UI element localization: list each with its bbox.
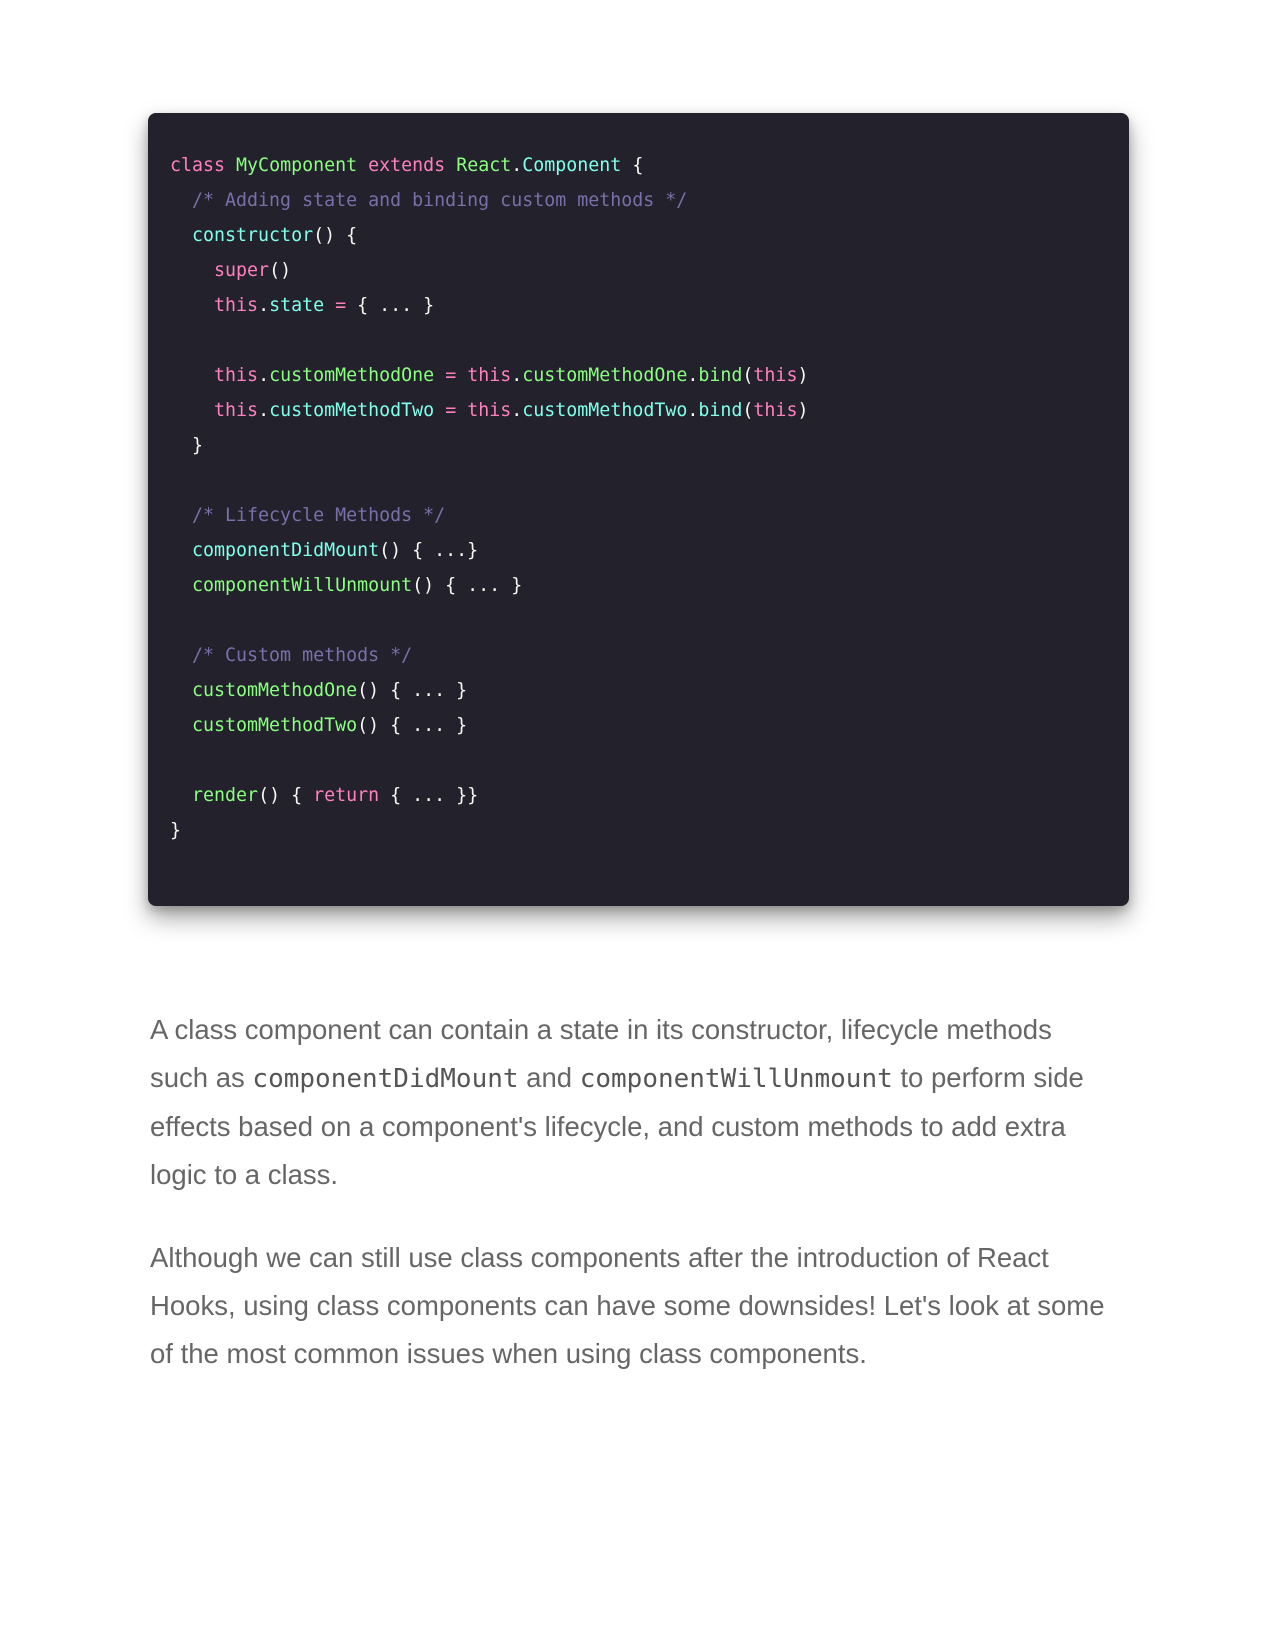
code-token-punct: () { ...} [379, 540, 479, 561]
code-token-punct: () { ... } [357, 715, 468, 736]
code-line [170, 253, 1129, 288]
code-line [170, 358, 1129, 393]
code-token-fn: customMethodOne [522, 365, 688, 386]
code-token-keyword: this [214, 400, 259, 421]
code-token-plain [324, 295, 335, 316]
inline-code-componentdidmount: componentDidMount [252, 1064, 519, 1094]
code-token-punct: . [511, 155, 523, 176]
code-token-comment: /* Custom methods */ [170, 645, 413, 666]
inline-code-componentwillunmount: componentWillUnmount [579, 1064, 893, 1094]
code-token-punct: . [258, 365, 270, 386]
code-token-punct: () { ... } [412, 575, 523, 596]
code-line [170, 603, 1129, 638]
code-token-comment: /* Lifecycle Methods */ [170, 505, 446, 526]
code-token-punct: { ... }} [379, 785, 479, 806]
code-token-punct: ) [797, 365, 809, 386]
code-token-keyword: this [214, 365, 259, 386]
code-line [170, 673, 1129, 708]
code-token-punct: () [269, 260, 292, 281]
code-line [170, 708, 1129, 743]
code-token-punct: ( [742, 400, 754, 421]
code-line [170, 638, 1129, 673]
code-token-punct: } [170, 435, 204, 456]
code-token-plain [357, 155, 368, 176]
code-token-plain [456, 400, 467, 421]
code-token-plain [170, 260, 214, 281]
code-token-prop: customMethodTwo [522, 400, 688, 421]
code-token-class: React [456, 155, 512, 176]
code-token-keyword: this [467, 365, 512, 386]
code-token-keyword: this [753, 400, 798, 421]
code-line [170, 323, 1129, 358]
code-token-punct: . [687, 400, 699, 421]
code-token-punct: ( [742, 365, 754, 386]
code-token-plain [456, 365, 467, 386]
code-line [170, 428, 1129, 463]
code-token-punct: . [511, 365, 523, 386]
code-token-fn: customMethodOne [269, 365, 435, 386]
code-token-punct: { ... } [346, 295, 435, 316]
code-token-punct: . [258, 400, 270, 421]
code-token-keyword: = [445, 400, 457, 421]
paragraph-text: to perform side effects based on a component's lifecycle, and custom methods to add extra logic to a class. [150, 1062, 1084, 1190]
code-token-fn: customMethodOne [192, 680, 358, 701]
code-token-plain [434, 365, 445, 386]
code-token-prop: customMethodTwo [269, 400, 435, 421]
code-line [170, 813, 1129, 848]
code-token-fn: render [192, 785, 259, 806]
code-token-keyword: this [214, 295, 259, 316]
code-line [170, 498, 1129, 533]
code-token-plain [170, 715, 192, 736]
code-token-punct: . [511, 400, 523, 421]
code-token-plain [170, 785, 192, 806]
code-token-punct: . [258, 295, 270, 316]
code-line [170, 148, 1129, 183]
code-token-plain [170, 400, 214, 421]
description-paragraph [150, 1006, 1110, 1199]
code-line [170, 743, 1129, 778]
code-token-plain [170, 540, 192, 561]
code-line [170, 393, 1129, 428]
code-line [170, 183, 1129, 218]
code-token-prop: state [269, 295, 325, 316]
code-token-comment: /* Adding state and binding custom methods */ [170, 190, 688, 211]
code-token-keyword: return [313, 785, 380, 806]
code-line [170, 778, 1129, 813]
code-token-plain [445, 155, 456, 176]
code-token-keyword: super [214, 260, 270, 281]
code-token-keyword: = [335, 295, 347, 316]
downsides-paragraph: Although we can still use class components after the introduction of React Hooks, using class components can have some downsides! Let's look at some of the most common issues when using class components. [150, 1242, 1105, 1369]
code-line [170, 533, 1129, 568]
code-token-plain [170, 575, 192, 596]
code-token-plain [170, 365, 214, 386]
code-token-plain [225, 155, 236, 176]
code-token-punct: . [687, 365, 699, 386]
code-token-punct: () { [313, 225, 358, 246]
code-token-punct: { [621, 155, 644, 176]
code-token-plain [170, 225, 192, 246]
code-token-punct: } [170, 820, 182, 841]
code-token-fn: componentWillUnmount [192, 575, 413, 596]
code-token-keyword: this [467, 400, 512, 421]
code-token-punct: () { [258, 785, 314, 806]
code-token-fn: bind [698, 365, 743, 386]
code-token-class: MyComponent [236, 155, 358, 176]
code-line [170, 288, 1129, 323]
code-line [170, 463, 1129, 498]
code-token-keyword: extends [368, 155, 446, 176]
code-token-plain [170, 680, 192, 701]
code-token-punct: ) [797, 400, 809, 421]
code-block [170, 148, 1129, 848]
code-token-prop: bind [698, 400, 743, 421]
code-line [170, 568, 1129, 603]
code-token-prop: Component [522, 155, 622, 176]
code-token-keyword: this [753, 365, 798, 386]
code-snippet-card [148, 113, 1129, 906]
paragraph-text: A class component can contain a state in its constructor, lifecycle methods such as [150, 1014, 1052, 1093]
code-token-punct: () { ... } [357, 680, 468, 701]
code-line [170, 218, 1129, 253]
code-token-plain [170, 295, 214, 316]
code-token-keyword: class [170, 155, 226, 176]
code-token-keyword: = [445, 365, 457, 386]
code-token-plain [434, 400, 445, 421]
code-token-fn: customMethodTwo [192, 715, 358, 736]
code-token-prop: componentDidMount [192, 540, 380, 561]
paragraph-text: and [518, 1062, 580, 1093]
code-token-prop: constructor [192, 225, 314, 246]
